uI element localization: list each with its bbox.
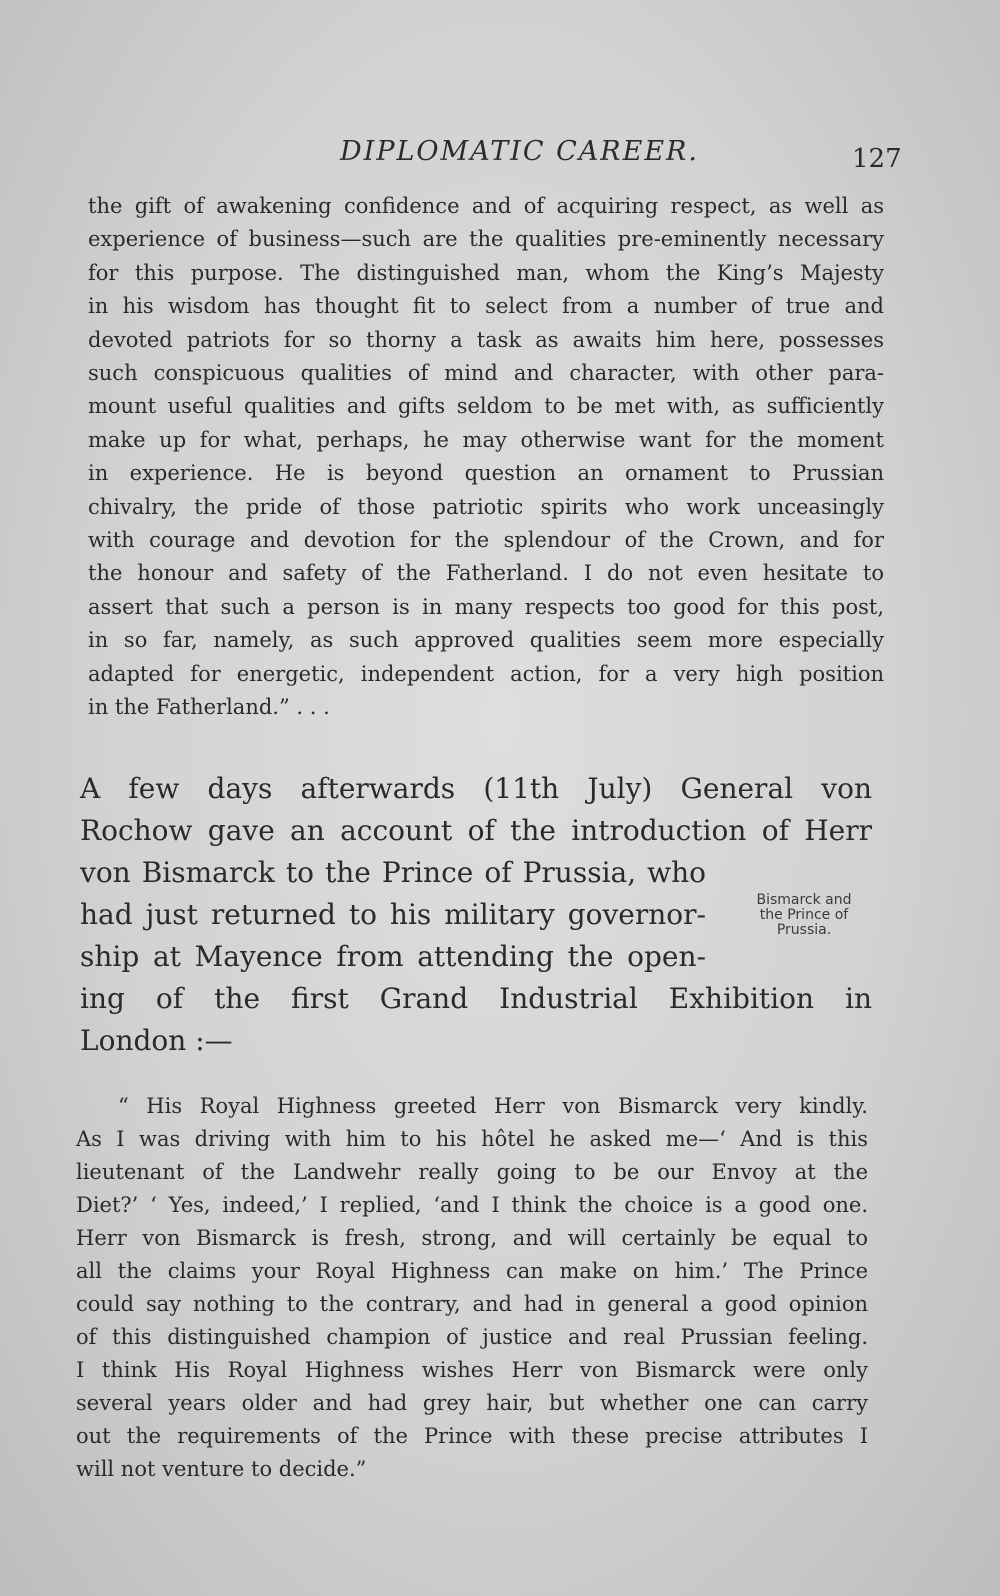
text-line: mount useful qualities and gifts seldom to be met with, as sufficiently [88, 394, 884, 419]
quoted-passage-top [88, 190, 884, 725]
text-line: make up for what, perhaps, he may otherwise want for the moment [88, 427, 884, 452]
text-line: assert that such a person is in many respects too good for this post, [88, 594, 884, 619]
sidenote-line: Prussia. [776, 922, 832, 938]
page-number: 127 [852, 144, 902, 174]
text-line: devoted patriots for so thorny a task as awaits him here, possesses [88, 327, 884, 352]
text-line: such conspicuous qualities of mind and character, with other para- [88, 361, 884, 386]
text-line: As I was driving with him to his hôtel he asked me—‘ And is this [76, 1127, 868, 1151]
quoted-passage-bottom [76, 1090, 868, 1486]
text-line: Rochow gave an account of the introduction of Herr [80, 814, 872, 847]
text-line: adapted for energetic, independent action, for a very high position [88, 661, 884, 686]
text-line: in the Fatherland.” . . . [88, 695, 330, 720]
running-head: DIPLOMATIC CAREER. [340, 136, 699, 167]
text-line: in experience. He is beyond question an ornament to Prussian [88, 461, 884, 486]
text-line: could say nothing to the contrary, and had in general a good opinion [76, 1292, 868, 1316]
text-line: I think His Royal Highness wishes Herr von Bismarck were only [76, 1358, 868, 1382]
text-line: A few days afterwards (11th July) General von [80, 772, 872, 805]
text-line: the gift of awakening confidence and of acquiring respect, as well as [88, 194, 884, 218]
text-line: lieutenant of the Landwehr really going to be our Envoy at the [76, 1160, 868, 1184]
text-line: out the requirements of the Prince with these precise attributes I [76, 1424, 868, 1448]
text-line: experience of business—such are the qualities pre-eminently necessary [88, 227, 884, 252]
text-line: will not venture to decide.” [76, 1457, 367, 1481]
text-line: London :— [80, 1024, 233, 1057]
text-line: all the claims your Royal Highness can make on him.’ The Prince [76, 1259, 868, 1283]
text-line: with courage and devotion for the splendour of the Crown, and for [88, 528, 884, 553]
text-line: the honour and safety of the Fatherland. I do not even hesitate to [88, 561, 884, 586]
text-line: Herr von Bismarck is fresh, strong, and will certainly be equal to [76, 1226, 868, 1250]
text-line: had just returned to his military governor- [80, 898, 706, 931]
text-line: in his wisdom has thought fit to select from a number of true and [88, 294, 884, 319]
text-line: several years older and had grey hair, but whether one can carry [76, 1391, 868, 1415]
marginal-note [730, 893, 878, 938]
text-line: of this distinguished champion of justice and real Prussian feeling. [76, 1325, 868, 1349]
text-line: “ His Royal Highness greeted Herr von Bismarck very kindly. [118, 1094, 868, 1118]
text-line: Diet?’ ‘ Yes, indeed,’ I replied, ‘and I think the choice is a good one. [76, 1193, 868, 1217]
text-line: for this purpose. The distinguished man, whom the King’s Majesty [88, 260, 884, 285]
sidenote-line: Bismarck and [756, 892, 852, 908]
text-line: chivalry, the pride of those patriotic spirits who work unceasingly [88, 494, 884, 519]
text-line: ing of the first Grand Industrial Exhibition in [80, 982, 872, 1015]
text-line: von Bismarck to the Prince of Prussia, who [80, 856, 706, 889]
text-line: in so far, namely, as such approved qualities seem more especially [88, 628, 884, 653]
sidenote-line: the Prince of [759, 907, 849, 923]
text-line: ship at Mayence from attending the open- [80, 940, 706, 973]
